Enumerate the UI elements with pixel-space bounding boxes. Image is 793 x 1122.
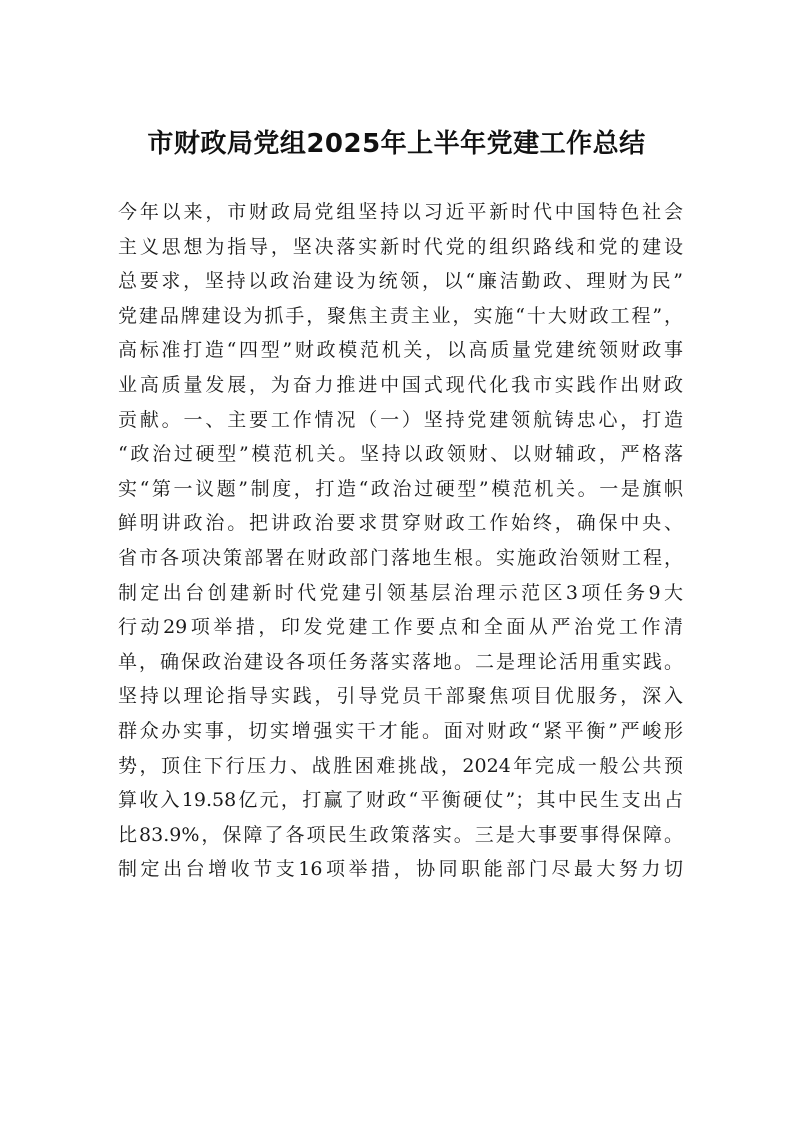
- body-line-1: 今年以来，市财政局党组坚持以习近平新时代中国特色社会: [118, 201, 683, 223]
- body-line-10: 鲜明讲政治。把讲政治要求贯穿财政工作始终，确保中央、: [118, 512, 683, 535]
- body-line-7: 贡献。一、主要工作情况（一）坚持党建领航铸忠心，打造: [118, 408, 683, 431]
- document-title: 市财政局党组2025年上半年党建工作总结: [147, 129, 646, 159]
- body-line-8: “政治过硬型”模范机关。坚持以政领财、以财辅政，严格落: [118, 443, 683, 466]
- body-line-11: 省市各项决策部署在财政部门落地生根。实施政治领财工程，: [118, 546, 683, 569]
- body-line-16: 群众办实事，切实增强实干才能。面对财政“紧平衡”严峻形: [118, 719, 683, 742]
- body-line-9: 实“第一议题”制度，打造“政治过硬型”模范机关。一是旗帜: [118, 477, 683, 500]
- body-line-4: 党建品牌建设为抓手，聚焦主责主业，实施“十大财政工程”，: [118, 304, 683, 327]
- body-line-2: 主义思想为指导，坚决落实新时代党的组织路线和党的建设: [118, 235, 683, 258]
- body-line-17: 势，顶住下行压力、战胜困难挑战，2024年完成一般公共预: [118, 754, 683, 777]
- body-line-5: 高标准打造“四型”财政模范机关，以高质量党建统领财政事: [118, 339, 683, 362]
- body-line-12: 制定出台创建新时代党建引领基层治理示范区3项任务9大: [118, 581, 683, 604]
- body-line-14: 单，确保政治建设各项任务落实落地。二是理论活用重实践。: [118, 650, 683, 673]
- body-line-15: 坚持以理论指导实践，引导党员干部聚焦项目优服务，深入: [118, 685, 683, 708]
- body-line-18: 算收入19.58亿元，打赢了财政“平衡硬仗”；其中民生支出占: [118, 789, 683, 812]
- body-line-13: 行动29项举措，印发党建工作要点和全面从严治党工作清: [118, 616, 683, 639]
- document-body: [118, 195, 683, 887]
- body-line-19: 比83.9%，保障了各项民生政策落实。三是大事要事得保障。: [118, 823, 683, 846]
- body-line-3: 总要求，坚持以政治建设为统领，以“廉洁勤政、理财为民”: [118, 270, 683, 293]
- body-line-6: 业高质量发展，为奋力推进中国式现代化我市实践作出财政: [118, 373, 683, 396]
- body-line-20: 制定出台增收节支16项举措，协同职能部门尽最大努力切: [118, 858, 683, 881]
